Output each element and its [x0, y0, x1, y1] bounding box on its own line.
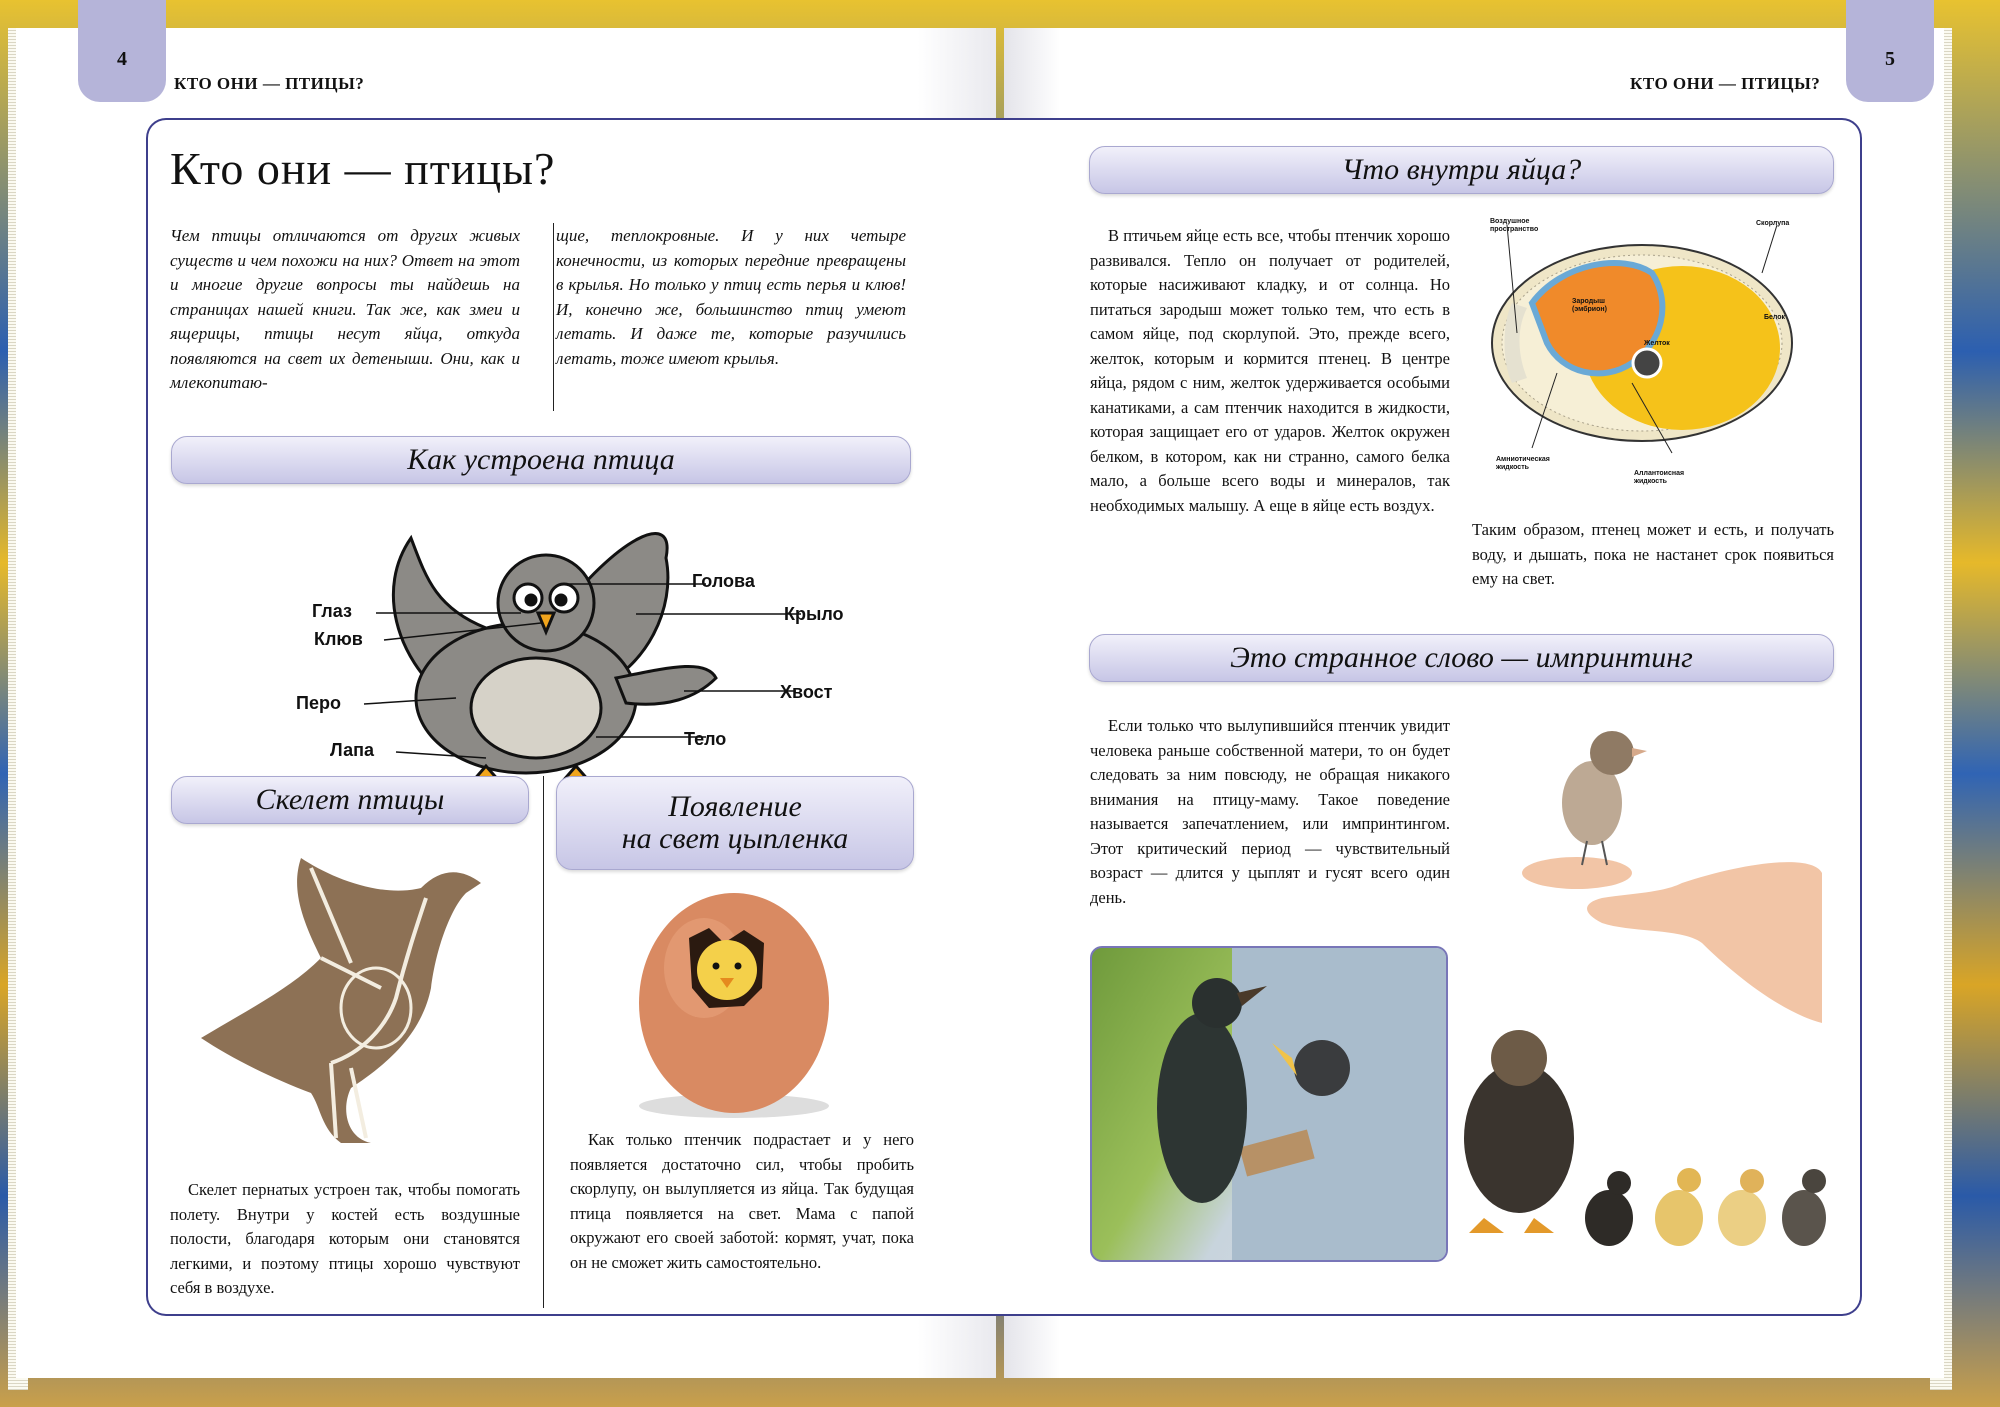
duckling-large-head — [1491, 1030, 1547, 1086]
starling-chick-head — [1294, 1040, 1350, 1096]
egg-label-embryo: Зародыш (эмбрион) — [1572, 298, 1607, 313]
skeleton-text: Скелет пернатых устроен так, чтобы помогать полету. Внутри у костей есть воздушные полости, благодаря которым они становятся легкими, и поэтому птицы хорошо чувствуют себя в воздухе. — [170, 1180, 520, 1297]
section-heading-skeleton-text: Скелет птицы — [255, 783, 445, 816]
duckling-5 — [1782, 1190, 1826, 1246]
chick-head — [697, 940, 757, 1000]
left-page — [16, 28, 996, 1378]
label-tail: Хвост — [780, 682, 833, 702]
section-heading-hatch-line2: на свет цыпленка — [621, 822, 849, 855]
label-wing: Крыло — [784, 604, 844, 624]
birdhouse — [1232, 948, 1448, 1262]
cartoon-bird — [393, 534, 716, 782]
duckling-4 — [1718, 1190, 1766, 1246]
right-page — [1004, 28, 1944, 1378]
intro-column-1: Чем птицы отличаются от других живых существ и чем похожи на них? Ответ на этот и многие другие вопросы ты найдешь на страницах нашей книги. Так же, как змеи и ящерицы, птицы несут яйца, откуда появляются на свет их детеныши. Они, как и млекопитаю- — [170, 226, 520, 392]
label-feather: Перо — [296, 693, 341, 713]
chick-eye-right — [735, 963, 742, 970]
starling-adult — [1157, 1013, 1247, 1203]
finch-head — [1590, 731, 1634, 775]
egg-label-albumen: Белок — [1764, 314, 1786, 321]
label-head: Голова — [692, 571, 755, 591]
imprinting-text: Если только что вылупившийся птенчик увидит человека раньше собственной матери, то он будет следовать за ним повсюду, не обращая никакого внимания на птицу-маму. Такое поведение называется запечатлением, или импринтингом. Этот критический период — чувствительный возраст — длится у цыплят и гусят всего один день. — [1090, 716, 1450, 907]
page-number: 4 — [117, 48, 127, 70]
page-number: 5 — [1885, 48, 1895, 70]
starling-adult-head — [1192, 978, 1242, 1028]
label-body: Тело — [684, 729, 727, 749]
section-heading-egg — [1089, 146, 1834, 194]
bird-pupil-right — [556, 595, 566, 605]
page-number-tab-right — [1846, 0, 1934, 102]
finch-beak — [1632, 748, 1647, 757]
egg-label-air: Воздушное пространство — [1490, 218, 1539, 233]
starling-photo — [1090, 946, 1448, 1262]
label-beak: Клюв — [314, 629, 363, 649]
section-heading-hatch — [556, 776, 914, 870]
embryo-eye — [1633, 349, 1661, 377]
egg-label-shell: Скорлупа — [1756, 220, 1790, 227]
section-heading-egg-text: Что внутри яйца? — [1341, 153, 1582, 186]
intro-column-2: щие, теплокровные. И у них четыре конечности, из которых передние превращены в крылья. Но только у птиц есть перья и клюв! И, конечно же, большинство птиц умеют летать. И даже те, которые разучились летать, тоже имеют крылья. — [556, 226, 906, 368]
bird-on-finger-photo — [1482, 713, 1822, 1033]
section-heading-anatomy-text: Как устроена птица — [407, 443, 675, 476]
bird-belly — [471, 658, 601, 758]
running-head-right: КТО ОНИ — ПТИЦЫ? — [1630, 74, 1821, 93]
label-eye: Глаз — [312, 601, 352, 621]
section-heading-imprinting-text: Это странное слово — импринтинг — [1230, 641, 1693, 674]
duckling-2 — [1585, 1190, 1633, 1246]
column-divider — [553, 223, 554, 411]
page-title: Кто они — птицы? — [170, 143, 556, 194]
egg-text: В птичьем яйце есть все, чтобы птенчик хорошо развивался. Тепло он получает от родителей, которые насиживают кладку, и от солнца. Но питаться зародыш может только тем, что есть в самом яйце, под скорлупой. Это, прежде всего, желток, которым и кормится птенец. В центре яйца, рядом с ним, желток удерживается особыми канатиками, а сам птенчик находится в жидкости, которая защищает его от ударов. Желток окружен белком, в котором, как ни странно, самого белка мало, а больше всего воды и минералов, так необходимых малышу. А еще в яйце есть воздух. — [1090, 226, 1450, 515]
egg-label-yolk: Желток — [1644, 340, 1670, 347]
label-foot: Лапа — [330, 740, 374, 760]
section-heading-skeleton — [171, 776, 529, 824]
lower-column-divider — [543, 776, 544, 1308]
bird-tail — [616, 666, 716, 704]
egg-label-allantois: Аллантоисная жидкость — [1634, 470, 1685, 485]
duckling-3 — [1655, 1190, 1703, 1246]
section-heading-hatch-line1: Появление — [668, 790, 802, 823]
bird-anatomy-diagram — [16, 498, 996, 798]
page-number-tab-left — [78, 0, 166, 102]
finger-tip — [1522, 857, 1632, 889]
section-heading-anatomy — [171, 436, 911, 484]
egg-caption: Таким образом, птенец может и есть, и получать воду, и дышать, пока не настанет срок появиться ему на свет. — [1472, 520, 1834, 588]
chick-eye-left — [713, 963, 720, 970]
bird-skeleton-illustration — [181, 838, 481, 1138]
hand — [1587, 862, 1822, 1023]
bird-pupil-left — [526, 595, 536, 605]
section-heading-imprinting — [1089, 634, 1834, 682]
running-head-left: КТО ОНИ — ПТИЦЫ? — [174, 74, 365, 93]
ducklings-photo — [1424, 1018, 1824, 1268]
hatching-egg-illustration — [614, 888, 854, 1118]
bird-head — [498, 555, 594, 651]
egg-label-amnion: Амниотическая жидкость — [1496, 456, 1550, 471]
hatch-text: Как только птенчик подрастает и у него появляется достаточно сил, чтобы пробить скорлупу, он вылупляется из яйца. Так будущая птица появляется на свет. Мама с папой окружают его своей заботой: кормят, учат, пока он не сможет жить самостоятельно. — [570, 1130, 914, 1272]
